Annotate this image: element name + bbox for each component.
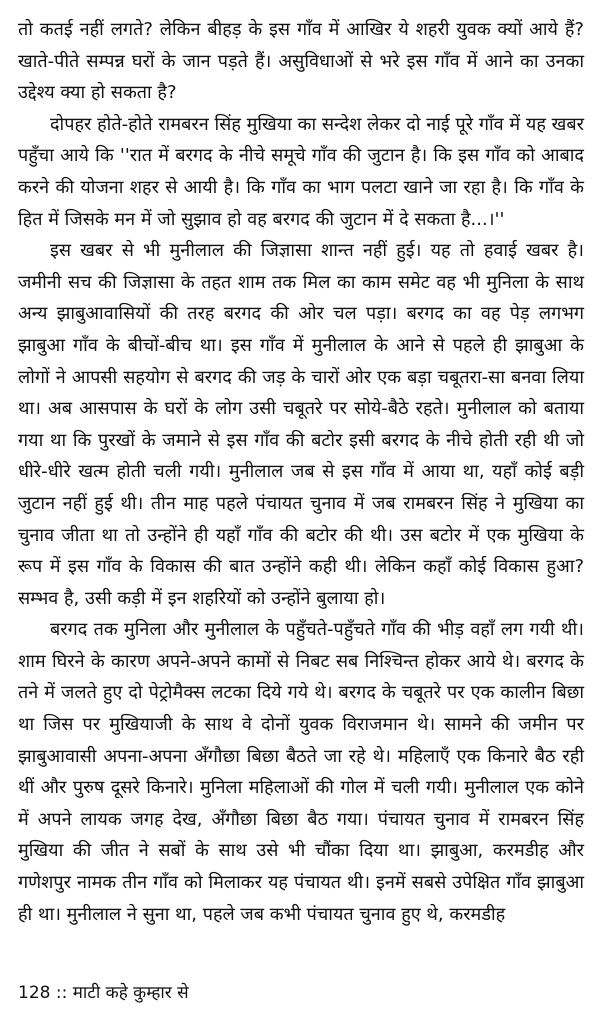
- paragraph-4: बरगद तक मुनिला और मुनीलाल के पहुँचते-पहुँचते गाँव की भीड़ वहाँ लग गयी थी। शाम घिरने के कारण अपने-अपने कामों से निबट सब निश्चिन्त होकर आये थे। बरगद के तने में जलते हुए दो पेट्रोमैक्स लटका दिये गये थे। बरगद के चबूतरे पर एक कालीन बिछा था जिस पर मुखियाजी के साथ वे दोनों युवक विराजमान थे। सामने की जमीन पर झाबुआवासी अपना-अपना अँगौछा बिछा बैठते जा रहे थे। महिलाएँ एक किनारे बैठ रही थीं और पुरुष दूसरे किनारे। मुनिला महिलाओं की गोल में चली गयी। मुनीलाल एक कोने में अपने लायक जगह देख, अँगौछा बिछा बैठ गया। पंचायत चुनाव में रामबरन सिंह मुखिया की जीत ने सबों के साथ उसे भी चौंका दिया था। झाबुआ, करमडीह और गणेशपुर नामक तीन गाँव को मिलाकर यह पंचायत थी। इनमें सबसे उपेक्षित गाँव झाबुआ ही था। मुनीलाल ने सुना था, पहले जब कभी पंचायत चुनाव हुए थे, करमडीह: [18, 619, 584, 925]
- page-body: [18, 14, 584, 930]
- paragraph-3: इस खबर से भी मुनीलाल की जिज्ञासा शान्त नहीं हुई। यह तो हवाई खबर है। जमीनी सच की जिज्ञासा के तहत शाम तक मिल का काम समेट वह भी मुनिला के साथ अन्य झाबुआवासियों की तरह बरगद की ओर चल पड़ा। बरगद का वह पेड़ लगभग झाबुआ गाँव के बीचों-बीच था। इस गाँव में मुनीलाल के आने से पहले ही झाबुआ के लोगों ने आपसी सहयोग से बरगद की जड़ के चारों ओर एक बड़ा चबूतरा-सा बनवा लिया था। अब आसपास के घरों के लोग उसी चबूतरे पर सोये-बैठे रहते। मुनीलाल को बताया गया था कि पुरखों के जमाने से इस गाँव की बटोर इसी बरगद के नीचे होती रही थी जो धीरे-धीरे खत्म होती चली गयी। मुनीलाल जब से इस गाँव में आया था, यहाँ कोई बड़ी जुटान नहीं हुई थी। तीन माह पहले पंचायत चुनाव में जब रामबरन सिंह ने मुखिया का चुनाव जीता था तो उन्होंने ही यहाँ गाँव की बटोर की थी। उस बटोर में एक मुखिया के रूप में इस गाँव के विकास की बात उन्होंने कही थी। लेकिन कहाँ कोई विकास हुआ? सम्भव है, उसी कड़ी में इन शहरियों को उन्होंने बुलाया हो।: [18, 240, 584, 609]
- page-number: 128: [18, 983, 51, 1003]
- book-title: माटी कहे कुम्हार से: [72, 983, 189, 1003]
- paragraph-1: तो कतई नहीं लगते? लेकिन बीहड़ के इस गाँव में आखिर ये शहरी युवक क्यों आये हैं? खाते-पीते सम्पन्न घरों के जान पड़ते हैं। असुविधाओं से भरे इस गाँव में आने का उनका उद्देश्य क्या हो सकता है?: [18, 19, 584, 104]
- footer-separator: ::: [55, 983, 68, 1003]
- page-footer: [18, 982, 189, 1004]
- paragraph-2: दोपहर होते-होते रामबरन सिंह मुखिया का सन्देश लेकर दो नाई पूरे गाँव में यह खबर पहुँचा आये कि ''रात में बरगद के नीचे समूचे गाँव की जुटान है। कि इस गाँव को आबाद करने की योजना शहर से आयी है। कि गाँव का भाग पलटा खाने जा रहा है। कि गाँव के हित में जिसके मन में जो सुझाव हो वह बरगद की जुटान में दे सकता है...।'': [18, 113, 584, 230]
